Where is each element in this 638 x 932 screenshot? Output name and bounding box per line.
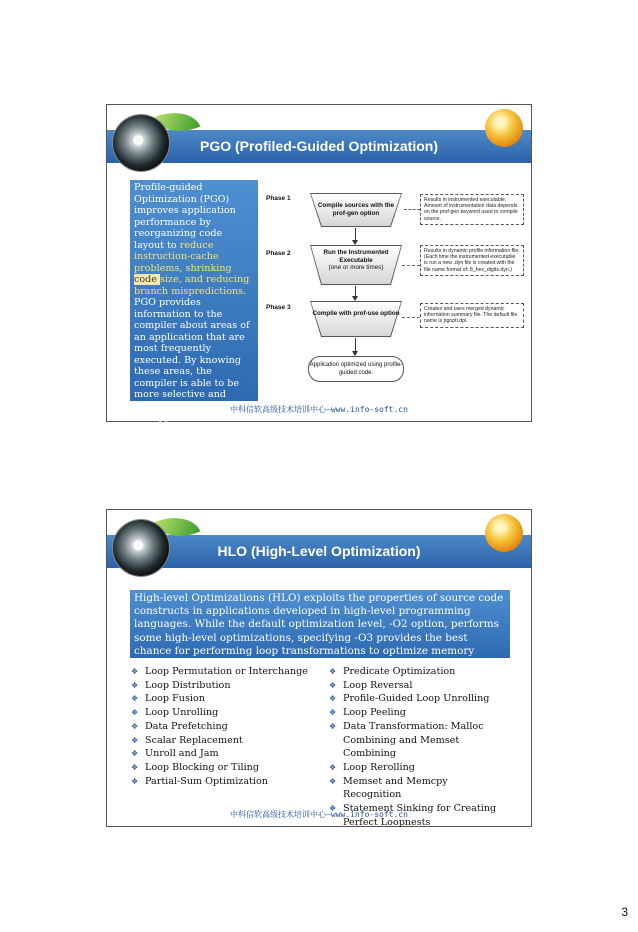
note-connector bbox=[402, 317, 420, 318]
list-item: ❖ Loop Distribution bbox=[131, 679, 311, 693]
note-phase-3: Creates and uses merged dynamic information summary file. The default file name is pgopti.dpi. bbox=[420, 303, 524, 328]
list-item: ❖ Loop Reversal bbox=[329, 679, 509, 693]
list-item: ❖ Loop Permutation or Interchange bbox=[131, 665, 311, 679]
step-2-subtitle: (one or more times) bbox=[328, 264, 384, 271]
list-item: ❖ Data Transformation: Malloc Combining and Memset Combining bbox=[329, 720, 509, 761]
list-item: ❖ Loop Fusion bbox=[131, 692, 311, 706]
list-item: ❖ Loop Unrolling bbox=[131, 706, 311, 720]
result-box: Application optimized using profile-guided code. bbox=[308, 356, 404, 382]
note-phase-2: Results in dynamic profile information file. (Each time the instrumented executable is run a new .dyn file is created with the file name format of: 8_hex_digits.dyn.) bbox=[420, 245, 524, 276]
pgo-highlight-1: reduce instruction-cache problems, bbox=[134, 239, 219, 274]
slide-hlo bbox=[106, 509, 532, 827]
dandelion-logo-icon bbox=[113, 520, 169, 576]
title-banner bbox=[107, 535, 531, 568]
list-item: ❖ Scalar Replacement bbox=[131, 734, 311, 748]
slide-title: HLO (High-Level Optimization) bbox=[217, 543, 421, 559]
list-item: ❖ Predicate Optimization bbox=[329, 665, 509, 679]
slide-footer: 中科信软高级技术培训中心—www.info-soft.cn bbox=[230, 810, 408, 819]
orb-logo-icon bbox=[485, 109, 523, 147]
slide-footer: 中科信软高级技术培训中心—www.info-soft.cn bbox=[230, 405, 408, 414]
note-connector bbox=[404, 209, 420, 210]
list-item: ❖ Profile-Guided Loop Unrolling bbox=[329, 692, 509, 706]
note-connector bbox=[402, 265, 420, 266]
arrow-down-icon bbox=[355, 286, 356, 300]
title-banner bbox=[107, 130, 531, 163]
phase-3-label: Phase 3 bbox=[266, 304, 291, 311]
slide-title: PGO (Profiled-Guided Optimization) bbox=[200, 138, 438, 154]
pgo-phase-diagram bbox=[262, 183, 527, 393]
arrow-down-icon bbox=[355, 228, 356, 244]
pgo-text-end: . PGO provides information to the compiler about areas of an application that are most frequently executed. By knowing these areas, the compiler is able to be more selective and specific in optimizing the application. bbox=[134, 285, 250, 423]
list-item: ❖ Data Prefetching bbox=[131, 720, 311, 734]
list-item: ❖ Loop Blocking or Tiling bbox=[131, 761, 311, 775]
hlo-description: High-level Optimizations (HLO) exploits the properties of source code constructs in applications developed in high-level programming languages. While the default optimization level, -O2 option, performs some high-level optimizations, specifying -O3 provides the best chance for performing loop transformations to optimize memory accesses. bbox=[130, 590, 510, 658]
pgo-highlight-3: size, and reducing branch mispredictions bbox=[134, 274, 250, 297]
slide-pgo bbox=[106, 104, 532, 422]
step-2-title: Run the Instrumented Executable bbox=[323, 249, 389, 264]
arrow-down-icon bbox=[355, 338, 356, 355]
step-1-text: Compile sources with the prof-gen option bbox=[317, 202, 395, 217]
hlo-list-right bbox=[329, 665, 509, 829]
list-item: ❖ Loop Rerolling bbox=[329, 761, 509, 775]
pgo-text-start: Profile-guided Optimization (PGO) improves application performance by reorganizing code layout to bbox=[134, 182, 236, 251]
phase-2-label: Phase 2 bbox=[266, 250, 291, 257]
step-3-text: Compile with prof-use option bbox=[312, 310, 400, 317]
page-number: 3 bbox=[621, 905, 628, 919]
step-3-shape bbox=[310, 301, 402, 337]
pgo-highlight-2: shrinking bbox=[185, 262, 232, 274]
dandelion-logo-icon bbox=[113, 115, 169, 171]
phase-1-label: Phase 1 bbox=[266, 195, 291, 202]
pgo-text-mid: code bbox=[134, 274, 161, 285]
list-item: ❖ Loop Peeling bbox=[329, 706, 509, 720]
list-item: ❖ Statement Sinking for Creating Perfect Loopnests bbox=[329, 802, 509, 829]
orb-logo-icon bbox=[485, 514, 523, 552]
step-2-text bbox=[310, 249, 402, 272]
pgo-description bbox=[130, 180, 258, 423]
note-phase-1: Results in instrumented executable. Amount of instrumentation data depends on the prof-gen keyword used to compile source. bbox=[420, 194, 524, 225]
list-item: ❖ Partial-Sum Optimization bbox=[131, 775, 311, 789]
list-item: ❖ Memset and Memcpy Recognition bbox=[329, 775, 509, 802]
list-item: ❖ Unroll and Jam bbox=[131, 747, 311, 761]
hlo-list-left bbox=[131, 665, 311, 788]
